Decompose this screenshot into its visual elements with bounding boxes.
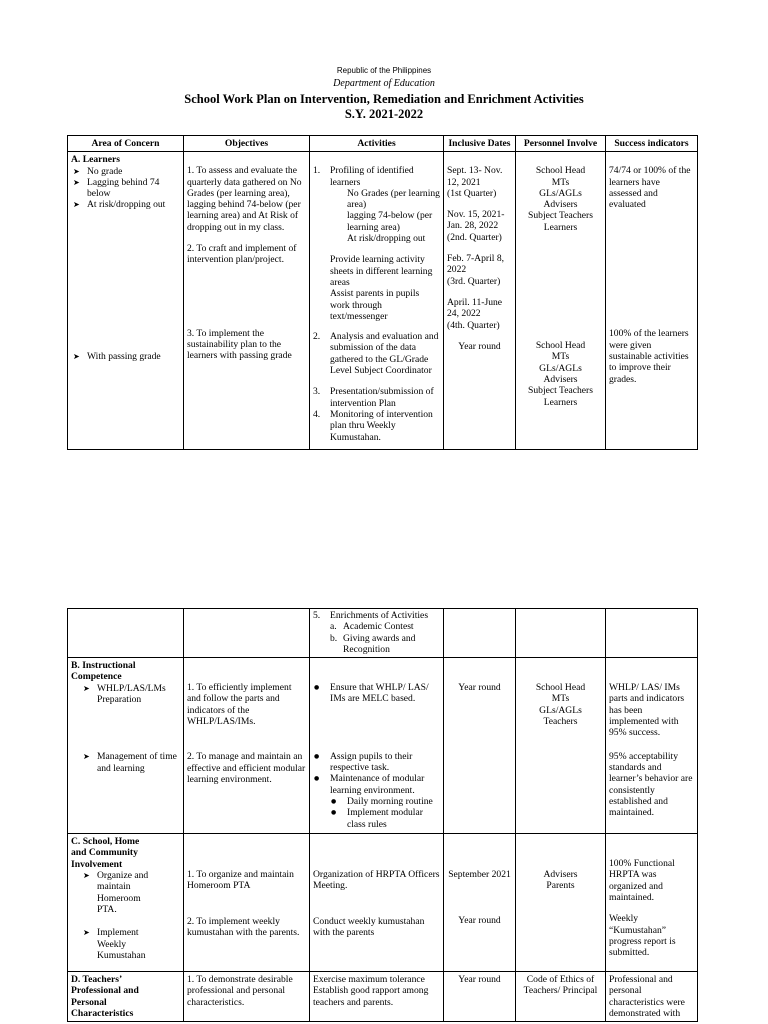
table-row <box>68 658 698 834</box>
section-heading: C. School, Home and Community Involvement <box>71 836 140 870</box>
personnel-text: GLs/AGLs <box>539 362 582 374</box>
activity-list <box>313 610 440 655</box>
activity-text: Provide learning activity sheets in different learning areas <box>330 254 433 288</box>
list-item <box>313 165 440 322</box>
area-cell <box>68 609 184 658</box>
personnel-text: School Head <box>535 340 586 352</box>
personnel-text: Advisers <box>543 373 578 385</box>
table-row <box>68 834 698 972</box>
personnel-text: Subject Teachers <box>528 385 593 397</box>
date-text: Feb. 7-April 8, 2022 <box>447 253 505 276</box>
department-line: Department of Education <box>333 78 435 89</box>
personnel-cell <box>516 834 606 972</box>
list-item: a. Academic Contest <box>330 621 440 632</box>
list-item: 3. Presentation/submission of intervention Plan <box>313 386 440 409</box>
success-cell <box>606 972 698 1022</box>
activities-cell <box>310 658 444 834</box>
date-text: Year round <box>458 682 501 694</box>
title-line-1: School Work Plan on Intervention, Remediation and Enrichment Activities <box>184 92 584 106</box>
list-item: ● Assign pupils to their respective task. <box>313 751 440 774</box>
objectives-cell <box>184 972 310 1022</box>
concern-list <box>71 751 180 774</box>
activity-text: Exercise maximum tolerance Establish good rapport among teachers and parents. <box>313 974 429 1008</box>
list-item: ➤ Organize and maintain Homeroom PTA. <box>81 870 161 915</box>
header-row <box>68 136 698 152</box>
activity-text: Organization of HRPTA Officers Meeting. <box>313 869 440 892</box>
list-item <box>313 610 440 655</box>
checklist <box>330 188 440 244</box>
section-heading: D. Teachers’ Professional and Personal Characteristics <box>71 974 139 1020</box>
personnel-text: MTs <box>551 351 570 363</box>
area-cell <box>68 152 184 450</box>
list-item: b. Giving awards and Recognition <box>330 633 440 656</box>
personnel-text: Advisers <box>543 869 578 881</box>
sub-list <box>330 621 440 655</box>
objectives-cell <box>184 152 310 450</box>
list-item <box>313 773 440 829</box>
personnel-text: Teachers <box>543 716 578 728</box>
concern-list <box>71 351 180 362</box>
col-personnel: Personnel Involve <box>516 136 606 152</box>
activity-list <box>313 165 440 322</box>
objective-text: 2. To craft and implement of intervention plan/project. <box>187 243 297 266</box>
area-cell <box>68 834 184 972</box>
list-item: ➤ Lagging behind 74 below <box>71 177 180 200</box>
document-title <box>0 92 768 122</box>
objective-text: 1. To demonstrate desirable professional and personal characteristics. <box>187 974 293 1008</box>
list-item: 2. Analysis and evaluation and submission of the data gathered to the GL/Grade Level Subject Coordinator <box>313 331 440 376</box>
table-row <box>68 972 698 1022</box>
section-heading: B. Instructional Competence <box>71 660 136 683</box>
work-plan-table-page-2 <box>67 608 698 1022</box>
objective-text: 1. To assess and evaluate the quarterly data gathered on No Grades (per learning area), lagging behind 74-below (per learning area) and At Risk of dropping out in my class. <box>187 165 302 233</box>
col-inclusive-dates: Inclusive Dates <box>444 136 516 152</box>
personnel-text: Code of Ethics of Teachers/ Principal <box>523 974 598 997</box>
title-line-2: S.Y. 2021-2022 <box>344 107 424 121</box>
concern-list <box>71 927 161 961</box>
date-text: (2nd. Quarter) <box>447 231 502 243</box>
success-cell <box>606 834 698 972</box>
personnel-text: Advisers <box>543 199 578 211</box>
list-item: ➤ Management of time and learning <box>81 751 180 774</box>
activity-text: Enrichments of Activities <box>330 610 429 621</box>
personnel-text: School Head <box>535 682 586 694</box>
success-text: 95% acceptability standards and learner’s behavior are consistently established and maintained. <box>609 750 693 819</box>
personnel-text: School Head <box>535 165 586 177</box>
dates-cell <box>444 972 516 1022</box>
work-plan-table-page-1 <box>67 135 698 450</box>
list-item: 4. Monitoring of intervention plan thru Weekly Kumustahan. <box>313 409 440 443</box>
activities-cell <box>310 972 444 1022</box>
dates-cell <box>444 609 516 658</box>
success-text: 100% Functional HRPTA was organized and maintained. <box>609 858 675 904</box>
republic-line: Republic of the Philippines <box>336 66 432 75</box>
activities-cell <box>310 609 444 658</box>
success-text: 74/74 or 100% of the learners have assessed and evaluated <box>609 165 691 211</box>
dates-cell <box>444 152 516 450</box>
activity-list <box>313 682 440 705</box>
concern-list <box>71 870 161 915</box>
list-item: At risk/dropping out <box>347 233 426 245</box>
objective-text: 1. To efficiently implement and follow the parts and indicators of the WHLP/LAS/IMs. <box>187 682 292 728</box>
objectives-cell <box>184 658 310 834</box>
activity-text: Maintenance of modular learning environment. <box>330 773 425 796</box>
personnel-text: GLs/AGLs <box>539 704 582 716</box>
list-item: ➤ At risk/dropping out <box>71 199 180 210</box>
date-text: (3rd. Quarter) <box>447 275 501 287</box>
date-text: Nov. 15, 2021- Jan. 28, 2022 <box>447 209 505 232</box>
table-row <box>68 609 698 658</box>
objectives-cell <box>184 834 310 972</box>
objectives-cell <box>184 609 310 658</box>
personnel-cell <box>516 152 606 450</box>
personnel-text: Subject Teachers <box>528 210 593 222</box>
list-item: ➤ No grade <box>71 166 180 177</box>
list-item: ➤ WHLP/LAS/LMs Preparation <box>81 683 180 706</box>
date-text: Year round <box>458 974 501 986</box>
activity-list <box>313 386 440 442</box>
list-item: ➤ With passing grade <box>71 351 180 362</box>
objective-text: 1. To organize and maintain Homeroom PTA <box>187 869 294 892</box>
concern-list <box>71 683 180 706</box>
table-row <box>68 152 698 450</box>
personnel-cell <box>516 972 606 1022</box>
success-text: Professional and personal characteristics were demonstrated with <box>609 974 685 1020</box>
success-text: Weekly “Kumustahan” progress report is submitted. <box>609 913 676 959</box>
activity-text: Profiling of identified learners <box>330 165 414 188</box>
success-cell <box>606 152 698 450</box>
section-heading: A. Learners <box>71 154 121 166</box>
col-area-of-concern: Area of Concern <box>68 136 184 152</box>
success-cell <box>606 609 698 658</box>
activity-text: Assist parents in pupils work through text/messenger <box>330 288 420 322</box>
activities-cell <box>310 152 444 450</box>
activity-text: Conduct weekly kumustahan with the parents <box>313 915 425 939</box>
personnel-text: Learners <box>543 396 578 408</box>
list-item: No Grades (per learning area) <box>347 187 440 211</box>
list-item: ● Daily morning routine <box>330 796 440 807</box>
personnel-text: GLs/AGLs <box>539 187 582 199</box>
area-cell <box>68 658 184 834</box>
checklist <box>330 796 440 830</box>
list-item: ● Implement modular class rules <box>330 807 440 830</box>
personnel-text: Learners <box>543 221 578 233</box>
objective-text: 2. To manage and maintain an effective and efficient modular learning environment. <box>187 751 306 785</box>
list-item: lagging 74-below (per learning area) <box>347 210 433 233</box>
area-cell <box>68 972 184 1022</box>
list-item: ● Ensure that WHLP/ LAS/ IMs are MELC based. <box>313 682 440 705</box>
objective-text: 2. To implement weekly kumustahan with the parents. <box>187 915 300 939</box>
personnel-cell <box>516 658 606 834</box>
concern-list <box>71 166 180 211</box>
success-text: WHLP/ LAS/ IMs parts and indicators has been implemented with 95% success. <box>609 682 685 739</box>
activities-cell <box>310 834 444 972</box>
objective-text: 3. To implement the sustainability plan to the learners with passing grade <box>187 327 292 362</box>
date-text: Year round <box>458 915 501 927</box>
personnel-cell <box>516 609 606 658</box>
success-text: 100% of the learners were given sustainable activities to improve their grades. <box>609 328 689 385</box>
activity-list <box>313 331 440 376</box>
dates-cell <box>444 834 516 972</box>
date-text: (4th. Quarter) <box>447 319 500 331</box>
col-success-indicators: Success indicators <box>606 136 698 152</box>
date-text: Sept. 13- Nov. 12, 2021 <box>447 165 503 188</box>
activity-list <box>313 751 440 830</box>
date-text: (1st Quarter) <box>447 187 497 199</box>
personnel-text: Parents <box>546 880 575 892</box>
date-text: April. 11-June 24, 2022 <box>447 296 503 320</box>
personnel-text: MTs <box>551 176 570 188</box>
success-cell <box>606 658 698 834</box>
col-activities: Activities <box>310 136 444 152</box>
date-text: Year round <box>458 340 501 352</box>
dates-cell <box>444 658 516 834</box>
personnel-text: MTs <box>551 693 570 705</box>
col-objectives: Objectives <box>184 136 310 152</box>
date-text: September 2021 <box>448 869 511 881</box>
list-item: ➤ Implement Weekly Kumustahan <box>81 927 161 961</box>
